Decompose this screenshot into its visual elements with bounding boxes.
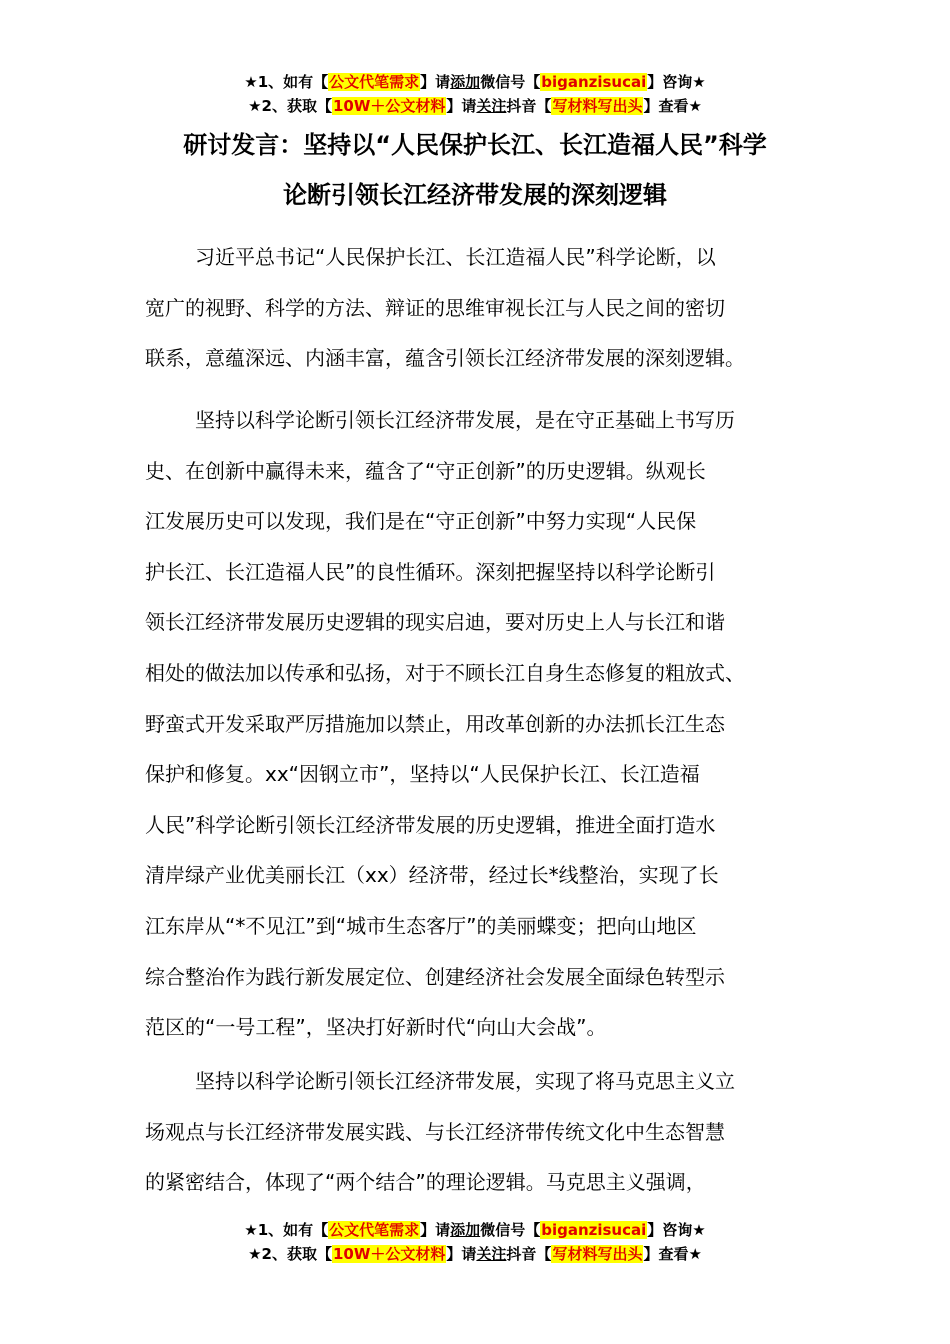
paragraph-line: 的紧密结合，体现了“两个结合”的理论逻辑。马克思主义强调， bbox=[145, 1170, 706, 1195]
paragraph-line: 范区的“一号工程”，坚决打好新时代“向山大会战”。 bbox=[145, 1015, 607, 1040]
banner-line-1: ★1、如有【公文代笔需求】请添加微信号【biganzisucai】咨询★ bbox=[244, 1221, 706, 1239]
paragraph-line: 护长江、长江造福人民”的良性循环。深刻把握坚持以科学论断引 bbox=[145, 559, 716, 584]
paragraph-2 bbox=[145, 395, 810, 1053]
paragraph-line: 清岸绿产业优美丽长江（xx）经济带，经过长*线整治，实现了长 bbox=[145, 863, 719, 888]
paragraph-line: 习近平总书记“人民保护长江、长江造福人民”科学论断，以 bbox=[195, 245, 716, 269]
star-icon: ★ bbox=[248, 1245, 262, 1263]
paragraph-3 bbox=[145, 1056, 810, 1208]
highlight-wechat-id: biganzisucai bbox=[541, 73, 647, 91]
title-line-1: 研讨发言：坚持以“人民保护长江、长江造福人民”科学 bbox=[183, 131, 767, 159]
paragraph-line: 野蛮式开发采取严厉措施加以禁止，用改革创新的办法抓长江生态 bbox=[145, 711, 725, 736]
highlight-materials: 10W＋公文材料 bbox=[332, 1245, 446, 1263]
paragraph-line: 保护和修复。xx“因钢立市”，坚持以“人民保护长江、长江造福 bbox=[145, 762, 700, 787]
title-line-2: 论断引领长江经济带发展的深刻逻辑 bbox=[283, 181, 667, 209]
paragraph-line: 宽广的视野、科学的方法、辩证的思维审视长江与人民之间的密切 bbox=[145, 295, 725, 320]
paragraph-line: 坚持以科学论断引领长江经济带发展，实现了将马克思主义立 bbox=[195, 1069, 735, 1093]
paragraph-line: 领长江经济带发展历史逻辑的现实启迪，要对历史上人与长江和谐 bbox=[145, 610, 725, 635]
paragraph-line: 相处的做法加以传承和弘扬，对于不顾长江自身生态修复的粗放式、 bbox=[145, 660, 745, 685]
banner-line-1: ★1、如有【公文代笔需求】请添加微信号【biganzisucai】咨询★ bbox=[244, 73, 706, 91]
highlight-wechat-id: biganzisucai bbox=[541, 1221, 647, 1239]
paragraph-line: 人民”科学论断引领长江经济带发展的历史逻辑，推进全面打造水 bbox=[145, 812, 716, 837]
footer-banner bbox=[0, 1218, 950, 1266]
highlight-service: 公文代笔需求 bbox=[329, 1221, 420, 1239]
paragraph-line: 江东岸从“*不见江”到“城市生态客厅”的美丽蝶变；把向山地区 bbox=[145, 913, 697, 938]
paragraph-line: 综合整治作为践行新发展定位、创建经济社会发展全面绿色转型示 bbox=[145, 964, 725, 989]
star-icon: ★ bbox=[688, 1245, 702, 1263]
banner-line-2: ★2、获取【10W＋公文材料】请关注抖音【写材料写出头】查看★ bbox=[248, 1245, 702, 1263]
highlight-service: 公文代笔需求 bbox=[329, 73, 420, 91]
star-icon: ★ bbox=[692, 73, 706, 91]
paragraph-line: 江发展历史可以发现，我们是在“守正创新”中努力实现“人民保 bbox=[145, 509, 697, 534]
star-icon: ★ bbox=[248, 97, 262, 115]
highlight-douyin-account: 写材料写出头 bbox=[552, 97, 643, 115]
star-icon: ★ bbox=[244, 73, 258, 91]
banner-line-2: ★2、获取【10W＋公文材料】请关注抖音【写材料写出头】查看★ bbox=[248, 97, 702, 115]
star-icon: ★ bbox=[688, 97, 702, 115]
header-banner bbox=[0, 70, 950, 118]
document-title bbox=[120, 120, 830, 220]
paragraph-line: 史、在创新中赢得未来，蕴含了“守正创新”的历史逻辑。纵观长 bbox=[145, 458, 706, 483]
highlight-douyin-account: 写材料写出头 bbox=[552, 1245, 643, 1263]
paragraph-line: 场观点与长江经济带发展实践、与长江经济带传统文化中生态智慧 bbox=[145, 1119, 725, 1144]
paragraph-1 bbox=[145, 232, 810, 384]
paragraph-line: 坚持以科学论断引领长江经济带发展，是在守正基础上书写历 bbox=[195, 408, 735, 432]
star-icon: ★ bbox=[244, 1221, 258, 1239]
paragraph-line: 联系，意蕴深远、内涵丰富，蕴含引领长江经济带发展的深刻逻辑。 bbox=[145, 346, 745, 371]
star-icon: ★ bbox=[692, 1221, 706, 1239]
highlight-materials: 10W＋公文材料 bbox=[332, 97, 446, 115]
